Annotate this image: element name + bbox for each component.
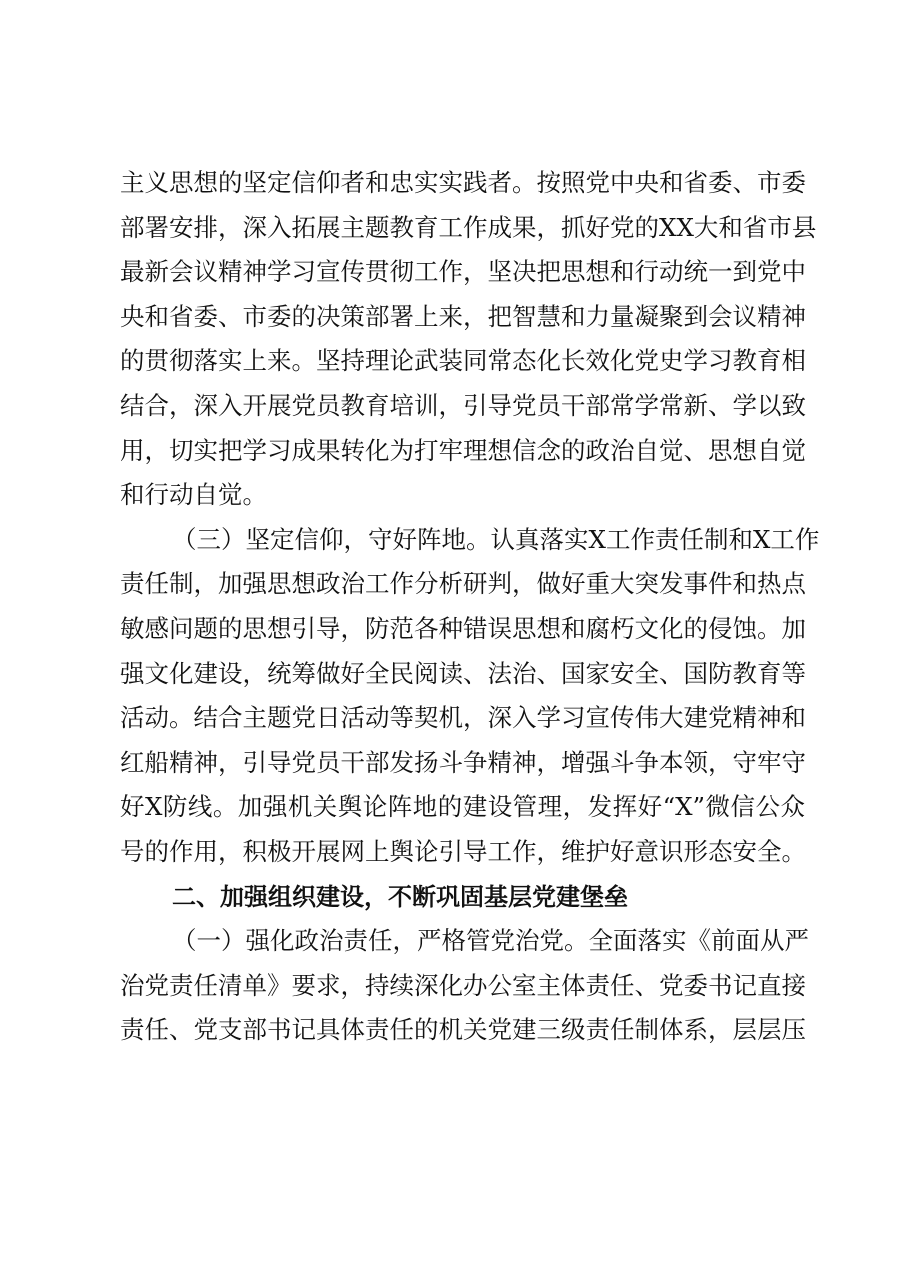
text-line: 责任制，加强思想政治工作分析研判，做好重大突发事件和热点 — [120, 569, 806, 599]
text-line: （一）强化政治责任，严格管党治党。全面落实《前面从严 — [172, 926, 809, 956]
text-line: 活动。结合主题党日活动等契机，深入学习宣传伟大建党精神和 — [120, 703, 806, 733]
text-line: 责任、党支部书记具体责任的机关党建三级责任制体系，层层压 — [120, 1015, 806, 1045]
text-line: 的贯彻落实上来。坚持理论武装同常态化长效化党史学习教育相 — [120, 346, 806, 376]
text-line: 央和省委、市委的决策部署上来，把智慧和力量凝聚到会议精神 — [120, 301, 806, 331]
text-line: 强文化建设，统筹做好全民阅读、法治、国家安全、国防教育等 — [120, 658, 806, 688]
text-line: 好X防线。加强机关舆论阵地的建设管理，发挥好“X”微信公众 — [120, 792, 805, 822]
paragraph-continuation — [120, 161, 817, 518]
text-line: 治党责任清单》要求，持续深化办公室主体责任、党委书记直接 — [120, 970, 806, 1000]
document-body — [120, 161, 820, 1053]
paragraph-section-three — [120, 518, 820, 875]
text-line: 结合，深入开展党员教育培训，引导党员干部常学常新、学以致 — [120, 390, 806, 420]
text-line: 部署安排，深入拓展主题教育工作成果，抓好党的XX大和省市县 — [120, 212, 817, 242]
text-line: 号的作用，积极开展网上舆论引导工作，维护好意识形态安全。 — [120, 836, 806, 866]
text-line: 最新会议精神学习宣传贯彻工作，坚决把思想和行动统一到党中 — [120, 257, 806, 287]
paragraph-section-one — [120, 919, 809, 1053]
text-line: 红船精神，引导党员干部发扬斗争精神，增强斗争本领，守牢守 — [120, 747, 806, 777]
text-line: 敏感问题的思想引导，防范各种错误思想和腐朽文化的侵蚀。加 — [120, 613, 806, 643]
text-line: 主义思想的坚定信仰者和忠实实践者。按照党中央和省委、市委 — [120, 168, 806, 197]
text-line: 和行动自觉。 — [120, 480, 267, 510]
section-heading: 二、加强组织建设，不断巩固基层党建堡垒 — [172, 882, 628, 911]
text-line: （三）坚定信仰，守好阵地。认真落实X工作责任制和X工作 — [172, 524, 820, 554]
text-line: 用，切实把学习成果转化为打牢理想信念的政治自觉、思想自觉 — [120, 435, 806, 465]
